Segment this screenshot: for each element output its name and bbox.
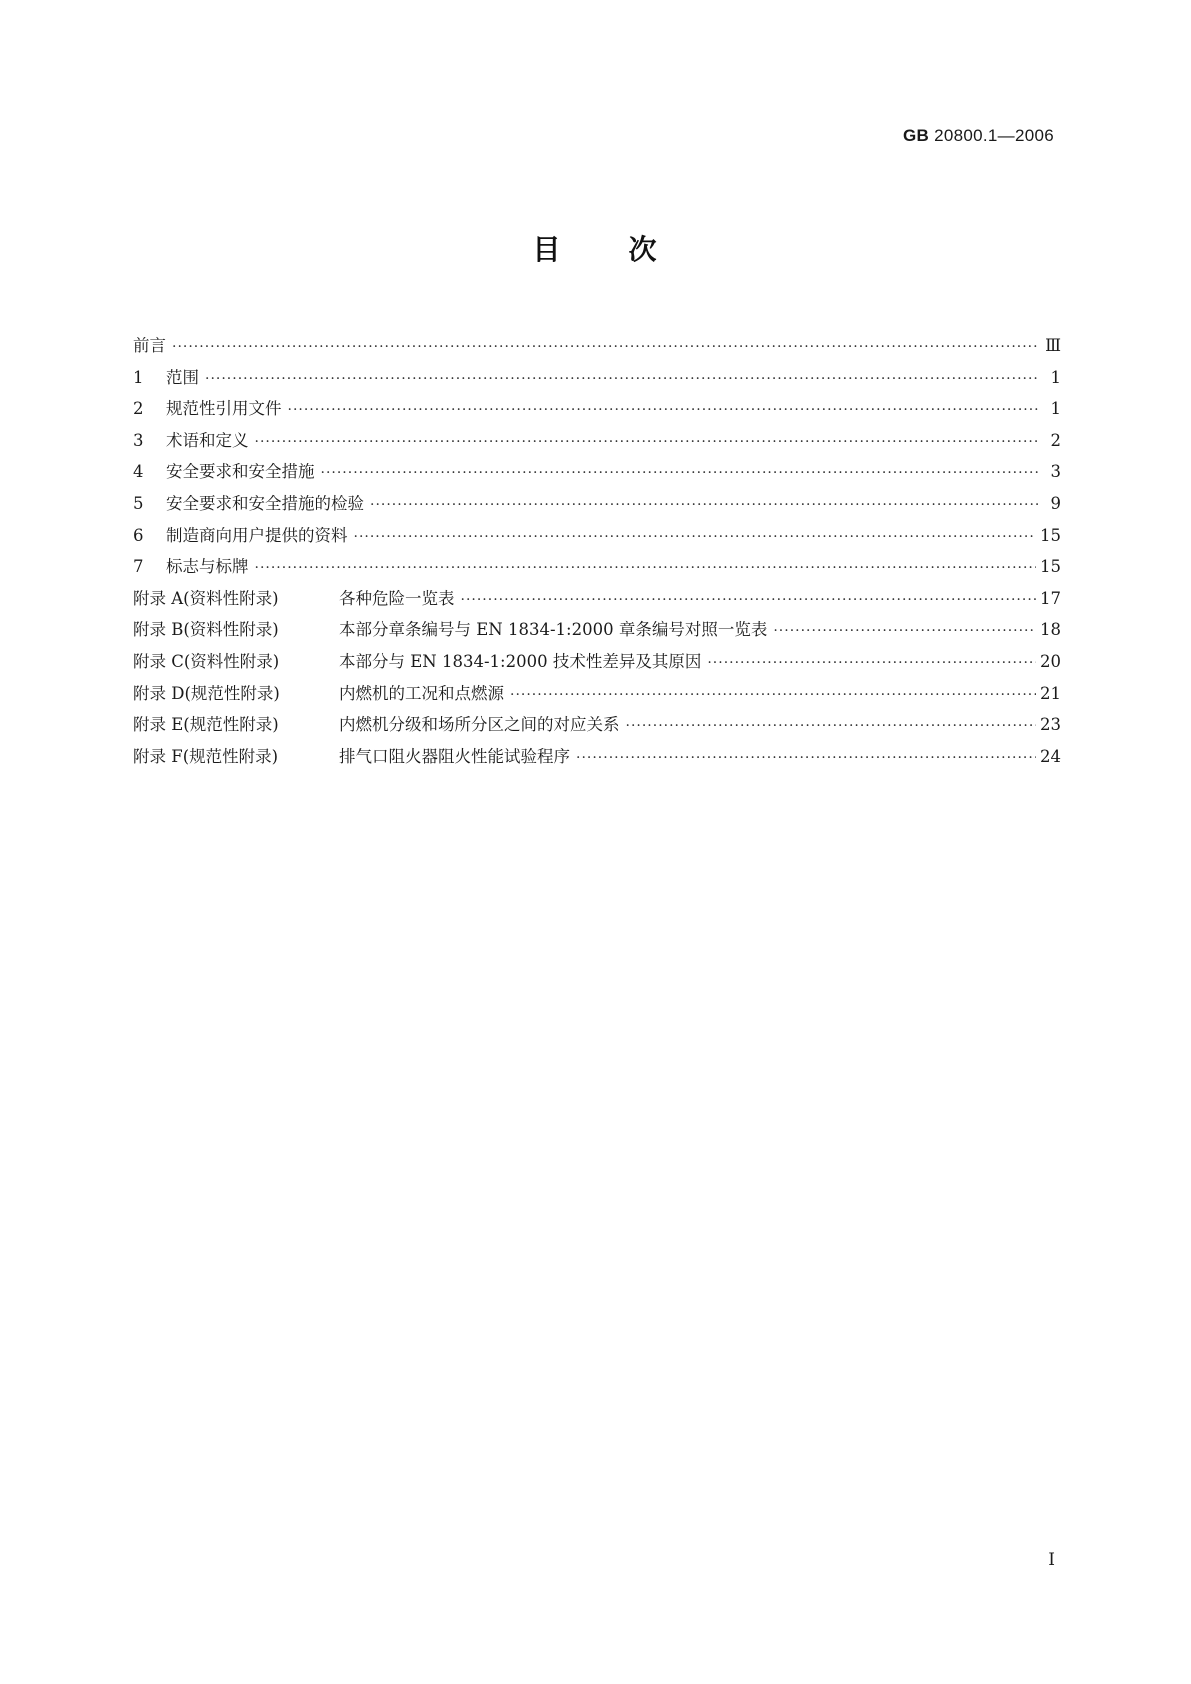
toc-leader-dots — [370, 490, 1039, 522]
toc-title: 前言 — [133, 336, 166, 355]
standard-code — [903, 126, 1054, 146]
toc-page-number: 3 — [1050, 462, 1061, 482]
toc-leader-dots — [255, 553, 1037, 585]
toc-row-appendix-f[interactable] — [133, 741, 1061, 773]
toc-title: 各种危险一览表 — [339, 588, 455, 608]
toc-row-appendix-d[interactable] — [133, 678, 1061, 710]
toc-leader-dots — [255, 427, 1040, 459]
toc-chapter-number: 5 — [133, 493, 144, 513]
toc-title: 术语和定义 — [166, 430, 249, 450]
toc-title: 内燃机分级和场所分区之间的对应关系 — [339, 715, 620, 735]
toc-row-appendix-a[interactable] — [133, 583, 1061, 615]
toc-chapter-number: 2 — [133, 399, 144, 419]
table-of-contents — [133, 330, 1061, 772]
toc-appendix-label: 附录 E(规范性附录) — [133, 715, 279, 735]
toc-label — [133, 456, 315, 488]
toc-title: 排气口阻火器阻火性能试验程序 — [339, 746, 570, 766]
page-number: I — [1048, 1550, 1055, 1570]
toc-title: 范围 — [166, 367, 199, 387]
toc-leader-dots — [510, 680, 1036, 712]
toc-label — [133, 520, 348, 552]
toc-title: 内燃机的工况和点燃源 — [339, 683, 504, 703]
toc-row-chapter-4[interactable] — [133, 456, 1061, 488]
toc-chapter-number: 1 — [133, 367, 144, 387]
toc-label — [133, 551, 249, 583]
title-char-2: 次 — [628, 233, 659, 266]
standard-number: 20800.1—2006 — [934, 126, 1054, 145]
toc-leader-dots — [354, 522, 1037, 554]
toc-row-chapter-2[interactable] — [133, 393, 1061, 425]
toc-chapter-number: 3 — [133, 430, 144, 450]
toc-row-chapter-6[interactable] — [133, 520, 1061, 552]
toc-page-number: 18 — [1040, 620, 1061, 640]
toc-label — [133, 583, 455, 615]
toc-page-number: 17 — [1040, 588, 1061, 608]
toc-page-number: 9 — [1050, 493, 1061, 513]
toc-row-chapter-1[interactable] — [133, 362, 1061, 394]
standard-prefix: GB — [902, 126, 930, 145]
toc-title: 本部分与 EN 1834-1:2000 技术性差异及其原因 — [339, 651, 702, 671]
toc-appendix-label: 附录 D(规范性附录) — [133, 683, 280, 703]
toc-label — [133, 614, 767, 646]
toc-page-number: 15 — [1040, 557, 1061, 577]
toc-chapter-number: 6 — [133, 525, 144, 545]
toc-page-number: 15 — [1040, 525, 1061, 545]
toc-leader-dots — [626, 711, 1037, 743]
toc-label — [133, 709, 620, 741]
toc-page-number: 21 — [1040, 683, 1061, 703]
toc-title: 安全要求和安全措施的检验 — [166, 493, 364, 513]
toc-title: 标志与标牌 — [166, 557, 249, 577]
toc-leader-dots — [707, 648, 1036, 680]
toc-appendix-label: 附录 F(规范性附录) — [133, 746, 279, 766]
toc-leader-dots — [773, 616, 1036, 648]
toc-leader-dots — [288, 395, 1040, 427]
toc-label — [133, 678, 504, 710]
toc-appendix-label: 附录 A(资料性附录) — [133, 588, 279, 608]
toc-row-appendix-e[interactable] — [133, 709, 1061, 741]
toc-page-number: 20 — [1040, 651, 1061, 671]
toc-page-number: 1 — [1050, 399, 1061, 419]
toc-title: 制造商向用户提供的资料 — [166, 525, 348, 545]
toc-label — [133, 425, 249, 457]
toc-chapter-number: 7 — [133, 557, 144, 577]
toc-chapter-number: 4 — [133, 462, 144, 482]
toc-label — [133, 330, 166, 362]
toc-page-number: Ⅲ — [1045, 336, 1061, 355]
title-char-1: 目 — [532, 233, 563, 266]
toc-title: 规范性引用文件 — [166, 399, 282, 419]
toc-label — [133, 741, 570, 773]
toc-title: 安全要求和安全措施 — [166, 462, 315, 482]
toc-page-number: 2 — [1050, 430, 1061, 450]
toc-row-chapter-3[interactable] — [133, 425, 1061, 457]
toc-page-number: 23 — [1040, 715, 1061, 735]
toc-label — [133, 646, 701, 678]
toc-page-number: 1 — [1050, 367, 1061, 387]
page-title — [0, 228, 1191, 268]
toc-row-chapter-7[interactable] — [133, 551, 1061, 583]
toc-title: 本部分章条编号与 EN 1834-1:2000 章条编号对照一览表 — [339, 620, 768, 640]
toc-label — [133, 393, 282, 425]
toc-appendix-label: 附录 B(资料性附录) — [133, 620, 279, 640]
toc-label — [133, 362, 199, 394]
toc-leader-dots — [461, 585, 1037, 617]
toc-row-foreword[interactable] — [133, 330, 1061, 362]
toc-row-appendix-c[interactable] — [133, 646, 1061, 678]
toc-page-number: 24 — [1040, 746, 1061, 766]
toc-leader-dots — [172, 332, 1039, 364]
toc-leader-dots — [205, 364, 1039, 396]
toc-appendix-label: 附录 C(资料性附录) — [133, 651, 280, 671]
toc-label — [133, 488, 364, 520]
toc-leader-dots — [321, 458, 1040, 490]
toc-leader-dots — [576, 743, 1036, 775]
toc-row-appendix-b[interactable] — [133, 614, 1061, 646]
toc-row-chapter-5[interactable] — [133, 488, 1061, 520]
